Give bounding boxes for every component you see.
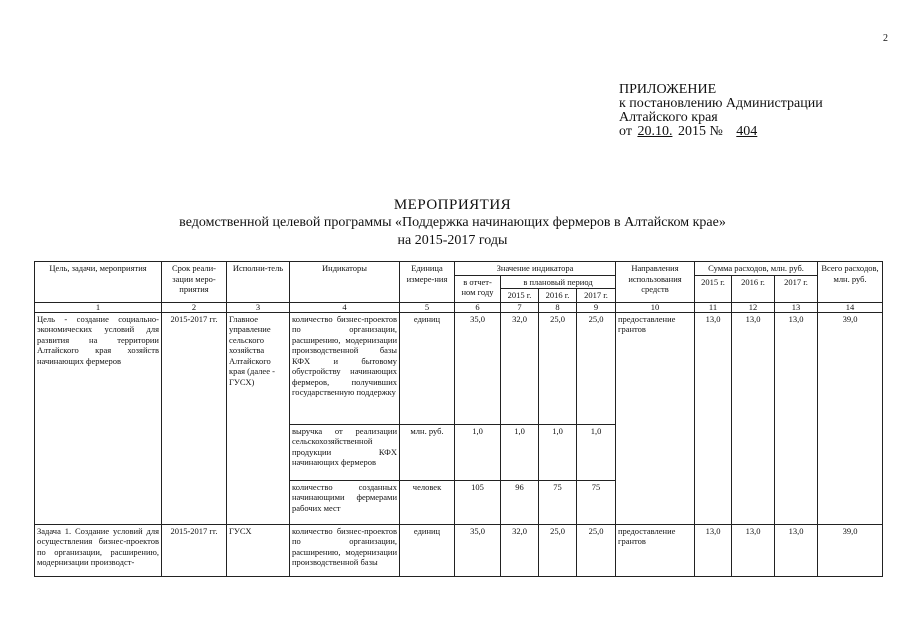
header-total: Всего расходов, млн. руб.: [818, 262, 883, 303]
col-number: 4: [290, 302, 400, 312]
year-text: 2015 №: [677, 124, 723, 139]
value-reporting-cell: 1,0: [455, 424, 501, 480]
goal-cell: Задача 1. Создание условий для осуществления бизнес-проектов по организации, расширению, модернизации производст-: [35, 524, 162, 576]
indicator-cell: количество бизнес-проектов по организации, расширению, модернизации производственной базы КФХ и бытовому обустройству начинающих фермеров, получивших государственную поддержку: [290, 312, 400, 424]
sum-2015-cell: 13,0: [695, 312, 732, 524]
appendix-date-line: [619, 125, 823, 139]
value-2015-cell: 96: [501, 480, 539, 524]
value-2016-cell: 25,0: [539, 524, 577, 576]
header-direction: Направления использования средств: [616, 262, 695, 303]
unit-cell: единиц: [400, 524, 455, 576]
column-numbers-row: [35, 302, 883, 312]
value-2017-cell: 25,0: [577, 524, 616, 576]
col-number: 12: [732, 302, 775, 312]
sum-2017-cell: 13,0: [775, 524, 818, 576]
unit-cell: млн. руб.: [400, 424, 455, 480]
page-number: 2: [883, 33, 888, 44]
value-2017-cell: 25,0: [577, 312, 616, 424]
header-value-2015: 2015 г.: [501, 289, 539, 303]
title-line-3: на 2015-2017 годы: [397, 233, 508, 248]
term-cell: 2015-2017 гг.: [162, 312, 227, 524]
sum-2016-cell: 13,0: [732, 524, 775, 576]
header-sum-2017: 2017 г.: [775, 275, 818, 302]
value-reporting-cell: 35,0: [455, 524, 501, 576]
value-2015-cell: 32,0: [501, 312, 539, 424]
header-goal: Цель, задачи, мероприятия: [35, 262, 162, 303]
term-cell: 2015-2017 гг.: [162, 524, 227, 576]
document-title: [0, 196, 905, 250]
col-number: 3: [227, 302, 290, 312]
date-value: 20.10.: [637, 124, 673, 139]
header-sum-2016: 2016 г.: [732, 275, 775, 302]
col-number: 8: [539, 302, 577, 312]
col-number: 7: [501, 302, 539, 312]
value-2016-cell: 75: [539, 480, 577, 524]
header-indicator-value: Значение индикатора: [455, 262, 616, 276]
indicator-cell: количество бизнес-проектов по организации, расширению, модернизации производственной базы: [290, 524, 400, 576]
value-2016-cell: 1,0: [539, 424, 577, 480]
col-number: 13: [775, 302, 818, 312]
sum-2016-cell: 13,0: [732, 312, 775, 524]
header-indicators: Индикаторы: [290, 262, 400, 303]
header-row-1: [35, 262, 883, 276]
title-line-1: МЕРОПРИЯТИЯ: [393, 197, 512, 213]
value-2017-cell: 75: [577, 480, 616, 524]
col-number: 5: [400, 302, 455, 312]
total-cell: 39,0: [818, 524, 883, 576]
col-number: 10: [616, 302, 695, 312]
total-cell: 39,0: [818, 312, 883, 524]
header-sum-2015: 2015 г.: [695, 275, 732, 302]
header-planned-period: в плановый период: [501, 275, 616, 289]
header-term: Срок реали-зации меро-приятия: [162, 262, 227, 303]
header-executor: Исполни-тель: [227, 262, 290, 303]
unit-cell: человек: [400, 480, 455, 524]
unit-cell: единиц: [400, 312, 455, 424]
header-expense-sum: Сумма расходов, млн. руб.: [695, 262, 818, 276]
col-number: 1: [35, 302, 162, 312]
col-number: 6: [455, 302, 501, 312]
document-number: 404: [736, 124, 758, 139]
indicator-cell: количество созданных начинающими фермерами рабочих мест: [290, 480, 400, 524]
value-2015-cell: 1,0: [501, 424, 539, 480]
value-2017-cell: 1,0: [577, 424, 616, 480]
appendix-block: [619, 83, 823, 139]
direction-cell: предоставление грантов: [616, 312, 695, 524]
header-value-2017: 2017 г.: [577, 289, 616, 303]
appendix-line-2: к постановлению Администрации: [619, 96, 823, 111]
header-reporting-year: в отчет-ном году: [455, 275, 501, 302]
indicator-cell: выручка от реализации сельскохозяйственной продукции КФХ начинающих фермеров: [290, 424, 400, 480]
col-number: 2: [162, 302, 227, 312]
appendix-line-3: Алтайского края: [619, 110, 718, 125]
value-reporting-cell: 35,0: [455, 312, 501, 424]
header-value-2016: 2016 г.: [539, 289, 577, 303]
appendix-title: ПРИЛОЖЕНИЕ: [619, 82, 717, 97]
col-number: 14: [818, 302, 883, 312]
goal-cell: Цель - создание социально-экономических условий для развития на территории Алтайского края хозяйств начинающих фермеров: [35, 312, 162, 524]
sum-2015-cell: 13,0: [695, 524, 732, 576]
activities-table: [34, 261, 883, 577]
executor-cell: ГУСХ: [227, 524, 290, 576]
date-prefix: от: [619, 124, 632, 139]
direction-cell: предоставление грантов: [616, 524, 695, 576]
table-row-task: [35, 524, 883, 576]
sum-2017-cell: 13,0: [775, 312, 818, 524]
col-number: 11: [695, 302, 732, 312]
executor-cell: Главное управление сельского хозяйства Алтайского края (далее - ГУСХ): [227, 312, 290, 524]
value-2016-cell: 25,0: [539, 312, 577, 424]
table-row-goal: [35, 312, 883, 424]
header-unit: Единица измере-ния: [400, 262, 455, 303]
value-reporting-cell: 105: [455, 480, 501, 524]
value-2015-cell: 32,0: [501, 524, 539, 576]
title-line-2: ведомственной целевой программы «Поддержка начинающих фермеров в Алтайском крае»: [179, 215, 726, 230]
col-number: 9: [577, 302, 616, 312]
